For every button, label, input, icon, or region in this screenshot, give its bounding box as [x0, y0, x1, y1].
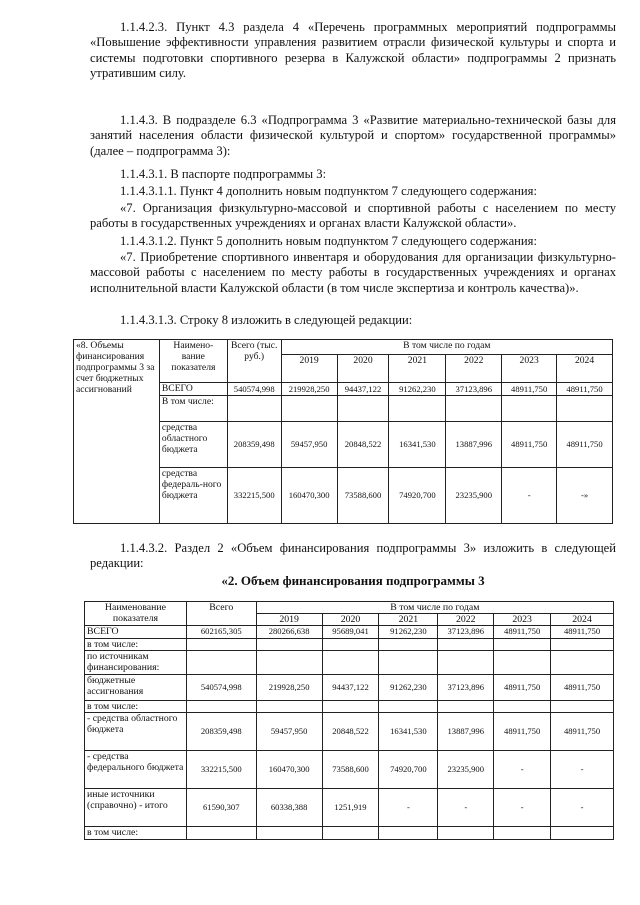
year-header: 2021: [389, 355, 446, 383]
row-name: бюджетные ассигнования: [85, 674, 187, 700]
cell-value: [337, 396, 389, 422]
cell-value: [256, 638, 322, 650]
cell-value: [322, 638, 379, 650]
cell-value: 160470,300: [281, 468, 337, 524]
cell-value: 91262,230: [379, 626, 438, 638]
row-name: в том числе:: [85, 700, 187, 712]
cell-value: 91262,230: [389, 383, 446, 396]
year-header: 2019: [256, 614, 322, 626]
cell-value: 48911,750: [551, 626, 614, 638]
cell-value: 59457,950: [281, 422, 337, 468]
cell-total: 540574,998: [227, 383, 281, 396]
row-name: по источникам финансирования:: [85, 650, 187, 674]
cell-value: [379, 638, 438, 650]
cell-value: 94437,122: [337, 383, 389, 396]
row-name: - средства областного бюджета: [85, 713, 187, 751]
cell-value: [557, 396, 613, 422]
cell-value: -: [379, 789, 438, 827]
cell-value: 74920,700: [379, 751, 438, 789]
cell-value: [494, 650, 551, 674]
section-heading: «2. Объем финансирования подпрограммы 3: [221, 573, 485, 588]
cell-value: -: [494, 789, 551, 827]
cell-value: 48911,750: [494, 713, 551, 751]
table-row: [85, 700, 614, 712]
cell-value: 23235,900: [446, 468, 502, 524]
cell-value: -: [551, 751, 614, 789]
table-row: [85, 626, 614, 638]
cell-value: 48911,750: [502, 383, 557, 396]
cell-total: 602165,305: [186, 626, 256, 638]
paragraph-1-1-4-3-1-1: 1.1.4.3.1.1. Пункт 4 дополнить новым подпунктом 7 следующего содержания:: [120, 184, 537, 198]
cell-value: [551, 650, 614, 674]
year-header: 2024: [551, 614, 614, 626]
year-header: 2022: [438, 614, 494, 626]
row-name: ВСЕГО: [85, 626, 187, 638]
cell-value: -: [494, 751, 551, 789]
cell-value: -»: [557, 468, 613, 524]
year-header: 2020: [322, 614, 379, 626]
cell-value: 23235,900: [438, 751, 494, 789]
cell-value: 73588,600: [322, 751, 379, 789]
paragraph-1-1-4-3: 1.1.4.3. В подразделе 6.3 «Подпрограмма 3 «Развитие материально-технической базы для занятий населения области физической культурой и спортом» государственной программы» (далее – подпрограмма 3):: [90, 113, 616, 158]
cell-value: 20848,522: [322, 713, 379, 751]
row-name: иные источники (справочно) - итого: [85, 789, 187, 827]
cell-value: [438, 700, 494, 712]
cell-value: 91262,230: [379, 674, 438, 700]
cell-value: 48911,750: [551, 674, 614, 700]
table-row: [85, 650, 614, 674]
paragraph-1-1-4-3-1-2: 1.1.4.3.1.2. Пункт 5 дополнить новым подпунктом 7 следующего содержания:: [120, 234, 537, 248]
row-name: в том числе:: [85, 638, 187, 650]
cell-total: 332215,500: [227, 468, 281, 524]
table-row: [85, 638, 614, 650]
row-name: ВСЕГО: [159, 383, 227, 396]
cell-total: 540574,998: [186, 674, 256, 700]
year-header: 2021: [379, 614, 438, 626]
cell-value: [438, 638, 494, 650]
cell-value: 59457,950: [256, 713, 322, 751]
cell-value: [502, 396, 557, 422]
paragraph-quote-7-purchase: «7. Приобретение спортивного инвентаря и оборудования для организации физкультурно-массовой работы с населением по месту работы в государственных учреждениях и органах исполнительной власти Калужской области (в том числе экспертиза и контроль качества)».: [90, 250, 616, 295]
cell-value: [494, 638, 551, 650]
cell-value: 13887,996: [446, 422, 502, 468]
cell-value: [379, 700, 438, 712]
cell-value: -: [551, 789, 614, 827]
cell-total: 332215,500: [186, 751, 256, 789]
cell-value: 219928,250: [256, 674, 322, 700]
paragraph-quote-7-org: «7. Организация физкультурно-массовой и спортивной работы с населением по месту работы в государственных учреждениях и органах власти Калужской области».: [90, 201, 616, 231]
cell-value: [256, 700, 322, 712]
cell-value: [494, 700, 551, 712]
cell-value: 95689,041: [322, 626, 379, 638]
financing-table: [84, 601, 614, 840]
header-years-group: В том числе по годам: [281, 340, 612, 355]
table-row: [85, 827, 614, 840]
cell-value: [438, 827, 494, 840]
paragraph-1-1-4-3-1-3: 1.1.4.3.1.3. Строку 8 изложить в следующей редакции:: [120, 313, 413, 327]
cell-value: 48911,750: [557, 422, 613, 468]
row-name: - средства федерального бюджета: [85, 751, 187, 789]
cell-total: [186, 650, 256, 674]
paragraph-1-1-4-3-1: 1.1.4.3.1. В паспорте подпрограммы 3:: [120, 167, 327, 181]
cell-value: [551, 700, 614, 712]
paragraph-1-1-4-2-3: 1.1.4.2.3. Пункт 4.3 раздела 4 «Перечень программных мероприятий подпрограммы «Повышение эффективности управления развитием отрасли физической культуры и спорта и системы подготовки спортивного резерва в Калужской области» подпрограммы 2 признать утратившим силу.: [90, 20, 616, 81]
cell-total: [227, 396, 281, 422]
cell-value: 1251,919: [322, 789, 379, 827]
row-name: средства областного бюджета: [159, 422, 227, 468]
cell-value: 48911,750: [502, 422, 557, 468]
cell-total: [186, 827, 256, 840]
cell-value: 48911,750: [494, 674, 551, 700]
cell-value: 48911,750: [494, 626, 551, 638]
year-header: 2024: [557, 355, 613, 383]
year-header: 2022: [446, 355, 502, 383]
cell-value: 16341,530: [379, 713, 438, 751]
cell-value: -: [438, 789, 494, 827]
cell-value: 37123,896: [446, 383, 502, 396]
row-name: средства федераль-ного бюджета: [159, 468, 227, 524]
cell-value: [322, 827, 379, 840]
cell-value: 48911,750: [551, 713, 614, 751]
table-row: [85, 789, 614, 827]
row8-label: «8. Объемы финансирования подпрограммы 3 за счет бюджетных ассигнований: [74, 340, 160, 524]
cell-value: 13887,996: [438, 713, 494, 751]
row-name: в том числе:: [85, 827, 187, 840]
cell-value: [256, 827, 322, 840]
cell-value: 160470,300: [256, 751, 322, 789]
header-total: Всего (тыс. руб.): [227, 340, 281, 383]
row-name: В том числе:: [159, 396, 227, 422]
table-row: [85, 713, 614, 751]
header-indicator: Наимено-вание показателя: [159, 340, 227, 383]
cell-value: [438, 650, 494, 674]
table-row: [85, 751, 614, 789]
cell-total: 61590,307: [186, 789, 256, 827]
passport-row8-table: [73, 339, 613, 524]
year-header: 2020: [337, 355, 389, 383]
year-header: 2019: [281, 355, 337, 383]
cell-value: -: [502, 468, 557, 524]
cell-value: 94437,122: [322, 674, 379, 700]
cell-value: 20848,522: [337, 422, 389, 468]
cell-value: 73588,600: [337, 468, 389, 524]
cell-value: [256, 650, 322, 674]
year-header: 2023: [502, 355, 557, 383]
cell-value: 37123,896: [438, 674, 494, 700]
cell-value: [551, 827, 614, 840]
cell-value: [281, 396, 337, 422]
cell-total: [186, 638, 256, 650]
year-header: 2023: [494, 614, 551, 626]
header-indicator: Наименование показателя: [85, 602, 187, 626]
cell-value: [389, 396, 446, 422]
cell-value: 37123,896: [438, 626, 494, 638]
cell-value: 219928,250: [281, 383, 337, 396]
cell-value: 280266,638: [256, 626, 322, 638]
cell-value: [322, 700, 379, 712]
cell-value: 60338,388: [256, 789, 322, 827]
cell-value: [379, 827, 438, 840]
cell-value: [446, 396, 502, 422]
header-total: Всего: [186, 602, 256, 626]
cell-total: 208359,498: [227, 422, 281, 468]
cell-total: 208359,498: [186, 713, 256, 751]
paragraph-1-1-4-3-2: 1.1.4.3.2. Раздел 2 «Объем финансирования подпрограммы 3» изложить в следующей редакции:: [90, 541, 616, 571]
cell-value: [322, 650, 379, 674]
cell-total: [186, 700, 256, 712]
cell-value: [494, 827, 551, 840]
table-row: [85, 674, 614, 700]
cell-value: 16341,530: [389, 422, 446, 468]
cell-value: 48911,750: [557, 383, 613, 396]
cell-value: [551, 638, 614, 650]
cell-value: [379, 650, 438, 674]
cell-value: 74920,700: [389, 468, 446, 524]
header-years-group: В том числе по годам: [256, 602, 613, 614]
